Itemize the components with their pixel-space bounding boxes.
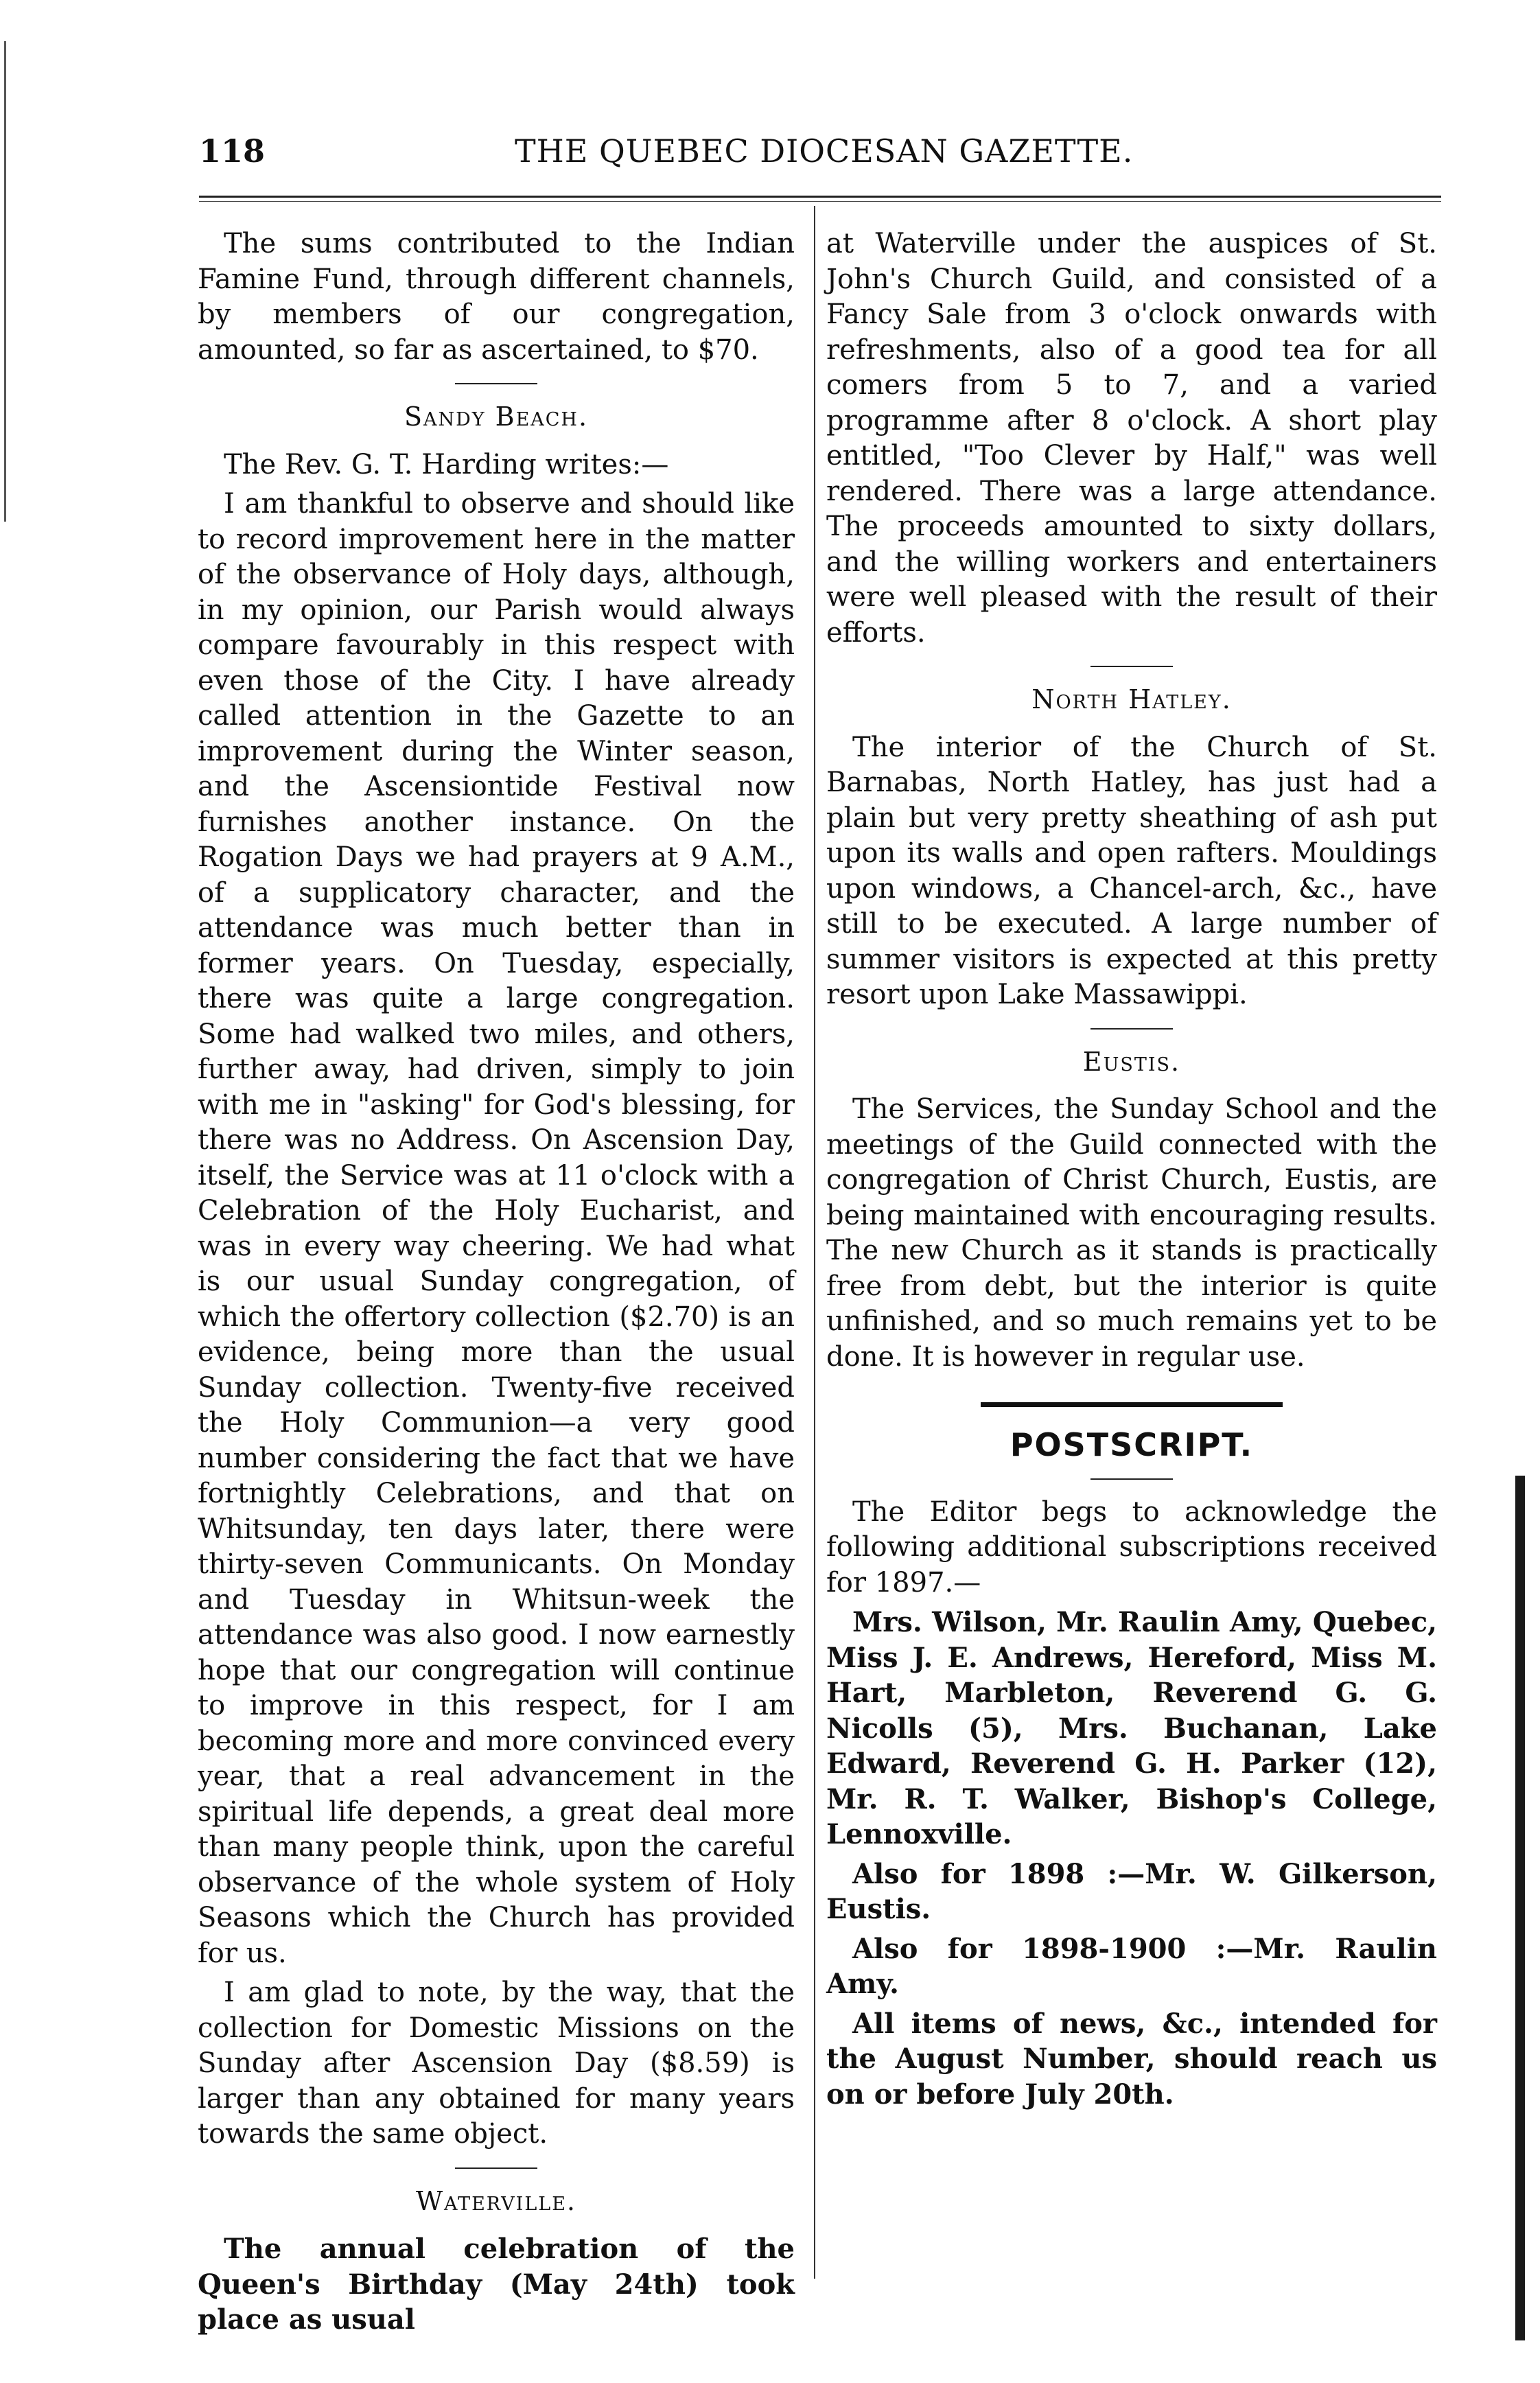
heading-waterville: Waterville. <box>416 2185 576 2216</box>
harding-intro: The Rev. G. T. Harding writes:— <box>224 448 669 480</box>
heading-eustis: Eustis. <box>1082 1046 1181 1077</box>
left-column <box>198 226 795 2342</box>
scan-edge-bar <box>1515 1476 1525 2340</box>
subscribers-list: Mrs. Wilson, Mr. Raulin Amy, Quebec, Miss J. E. Andrews, Hereford, Miss M. Hart, Marbleton, Reverend G. G. Nicolls (5), Mrs. Buchanan, Lake Edward, Reverend G. H. Parker (12), Mr. R. T. Walker, Bishop's College, Lennoxville. <box>826 1606 1437 1850</box>
page-header <box>199 127 1434 175</box>
running-title: THE QUEBEC DIOCESAN GAZETTE. <box>515 132 1134 170</box>
section-rule <box>1090 1028 1173 1030</box>
column-divider <box>814 206 815 2279</box>
queens-birthday-paragraph: The annual celebration of the Queen's Birthday (May 24th) took place as usual <box>198 2233 795 2336</box>
north-hatley-paragraph: The interior of the Church of St. Barnabas, North Hatley, has just had a plain but very pretty sheathing of ash put upon its walls and open rafters. Mouldings upon windows, a Chancel-arch, &c., have still to be executed. A large number of summer visitors is expected at this pretty resort upon Lake Massawippi. <box>826 731 1437 1010</box>
scan-edge-mark <box>4 41 6 522</box>
postscript-rule <box>981 1402 1283 1407</box>
header-rule <box>199 196 1441 198</box>
eustis-paragraph: The Services, the Sunday School and the meetings of the Guild connected with the congregation of Christ Church, Eustis, are being maintained with encouraging results. The new Church as it stands is practically free from debt, but the interior is quite unfinished, and so much remains yet to be done. It is however in regular use. <box>826 1093 1437 1373</box>
august-number-notice: All items of news, &c., intended for the August Number, should reach us on or before July 20th. <box>826 2007 1437 2111</box>
famine-fund-paragraph: The sums contributed to the Indian Famine Fund, through different channels, by members of our congregation, amounted, so far as ascertained, to $70. <box>198 228 795 366</box>
domestic-missions-paragraph: I am glad to note, by the way, that the collection for Domestic Missions on the Sunday after Ascension Day ($8.59) is larger than any obtained for many years towards the same object. <box>198 1977 795 2150</box>
page-number: 118 <box>199 132 266 170</box>
section-rule <box>455 2167 537 2169</box>
right-column <box>826 226 1437 2116</box>
also-1898-1900: Also for 1898-1900 :—Mr. Raulin Amy. <box>826 1932 1437 2000</box>
editor-acknowledgement: The Editor begs to acknowledge the following additional subscriptions received for 1897.— <box>826 1496 1437 1599</box>
harding-letter: I am thankful to observe and should like to record improvement here in the matter of the observance of Holy days, although, in my opinion, our Parish would always compare favourably in this respect with even those of the City. I have already called attention in the Gazette to an improvement during the Winter season, and the Ascensiontide Festival now furnishes another instance. On the Rogation Days we had prayers at 9 A.M., of a supplicatory character, and the attendance was much better than in former years. On Tuesday, especially, there was quite a large congregation. Some had walked two miles, and others, further away, had driven, simply to join with me in "asking" for God's blessing, for there was no Address. On Ascension Day, itself, the Service was at 11 o'clock with a Celebration of the Holy Eucharist, and was in every way cheering. We had what is our usual Sunday congregation, of which the offertory collection ($2.70) is an evidence, being more than the usual Sunday collection. Twenty-five received the Holy Communion—a very good number considering the fact that we have fortnightly Celebrations, and that on Whitsunday, ten days later, there were thirty-seven Communicants. On Monday and Tuesday in Whitsun-week the attendance was also good. I now earnestly hope that our congregation will continue to improve in this respect, for I am becoming more and more convinced every year, that a real advancement in the spiritual life depends, a great deal more than many people think, upon the careful observance of the whole system of Holy Seasons which the Church has provided for us. <box>198 488 795 1969</box>
postscript-title: POSTSCRIPT. <box>1010 1426 1254 1463</box>
section-rule <box>1090 666 1173 667</box>
header-rule-thin <box>199 201 1441 202</box>
section-rule <box>1090 1478 1173 1480</box>
heading-sandy-beach: Sandy Beach. <box>404 402 589 432</box>
section-rule <box>455 383 537 384</box>
waterville-continued: at Waterville under the auspices of St. John's Church Guild, and consisted of a Fancy Sale from 3 o'clock onwards with refreshments, also of a good tea for all comers from 5 to 7, and a varied programme after 8 o'clock. A short play entitled, "Too Clever by Half," was well rendered. There was a large attendance. The proceeds amounted to sixty dollars, and the willing workers and entertainers were well pleased with the result of their efforts. <box>826 228 1437 649</box>
also-1898: Also for 1898 :—Mr. W. Gilkerson, Eustis. <box>826 1857 1437 1925</box>
heading-north-hatley: North Hatley. <box>1031 684 1232 714</box>
